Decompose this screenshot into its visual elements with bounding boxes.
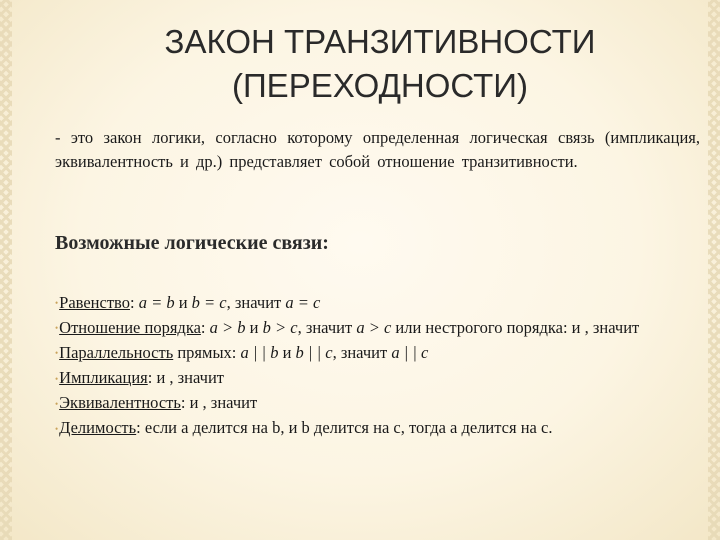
item-expression: a = b [138, 293, 175, 312]
item-expression: b > c [262, 318, 298, 338]
item-text: : если a делится на b, и b делится на c, тогда a делится на c. [136, 418, 553, 438]
list-item-order-relation [55, 316, 705, 341]
item-term: Импликация [59, 368, 148, 388]
item-text: , значит [297, 318, 357, 338]
item-text: , значит [226, 293, 286, 312]
item-term: Параллельность [59, 343, 174, 363]
bullet-icon: • [55, 323, 59, 334]
item-expression: b = c [191, 293, 227, 312]
section-subheading: Возможные логические связи: [55, 232, 329, 254]
item-expression: a > c [356, 318, 392, 338]
item-text: : [129, 293, 139, 312]
item-expression: a > b [209, 318, 246, 338]
item-text: или нестрогого порядка: и , значит [391, 318, 640, 338]
slide-title [100, 20, 660, 108]
item-term: Эквивалентность [59, 393, 181, 413]
title-line-1: ЗАКОН ТРАНЗИТИВНОСТИ [164, 23, 596, 60]
bullet-icon: • [55, 423, 59, 434]
item-text: прямых: [173, 343, 241, 363]
item-term: Равенство [59, 293, 130, 312]
list-item-equivalence [55, 391, 705, 416]
item-expression: a = c [285, 293, 321, 312]
list-item-divisibility [55, 416, 705, 441]
list-item-implication [55, 366, 705, 391]
bullet-icon: • [55, 298, 59, 309]
item-text: : [200, 318, 210, 338]
item-expression: b | | c [295, 343, 333, 363]
item-text: : и , значит [180, 393, 258, 413]
item-text: и [278, 343, 296, 363]
item-text: и [174, 293, 192, 312]
intro-paragraph: - это закон логики, согласно которому определенная логическая связь (импликация, эквивалентность и др.) представляет собой отношение транзитивности. [55, 128, 700, 171]
bullet-icon: • [55, 398, 59, 409]
item-text: , значит [332, 343, 392, 363]
logical-links-list [55, 291, 705, 441]
item-text: и [245, 318, 263, 338]
item-term: Отношение порядка [59, 318, 201, 338]
left-decorative-border [0, 0, 12, 540]
list-item-equality [55, 291, 705, 316]
item-expression: a | | c [391, 343, 429, 363]
right-decorative-border [708, 0, 720, 540]
title-line-2: (ПЕРЕХОДНОСТИ) [231, 67, 529, 104]
bullet-icon: • [55, 348, 59, 359]
item-term: Делимость [59, 418, 137, 438]
item-expression: a | | b [240, 343, 279, 363]
item-text: : и , значит [147, 368, 225, 388]
bullet-icon: • [55, 373, 59, 384]
list-item-parallelism [55, 341, 705, 366]
